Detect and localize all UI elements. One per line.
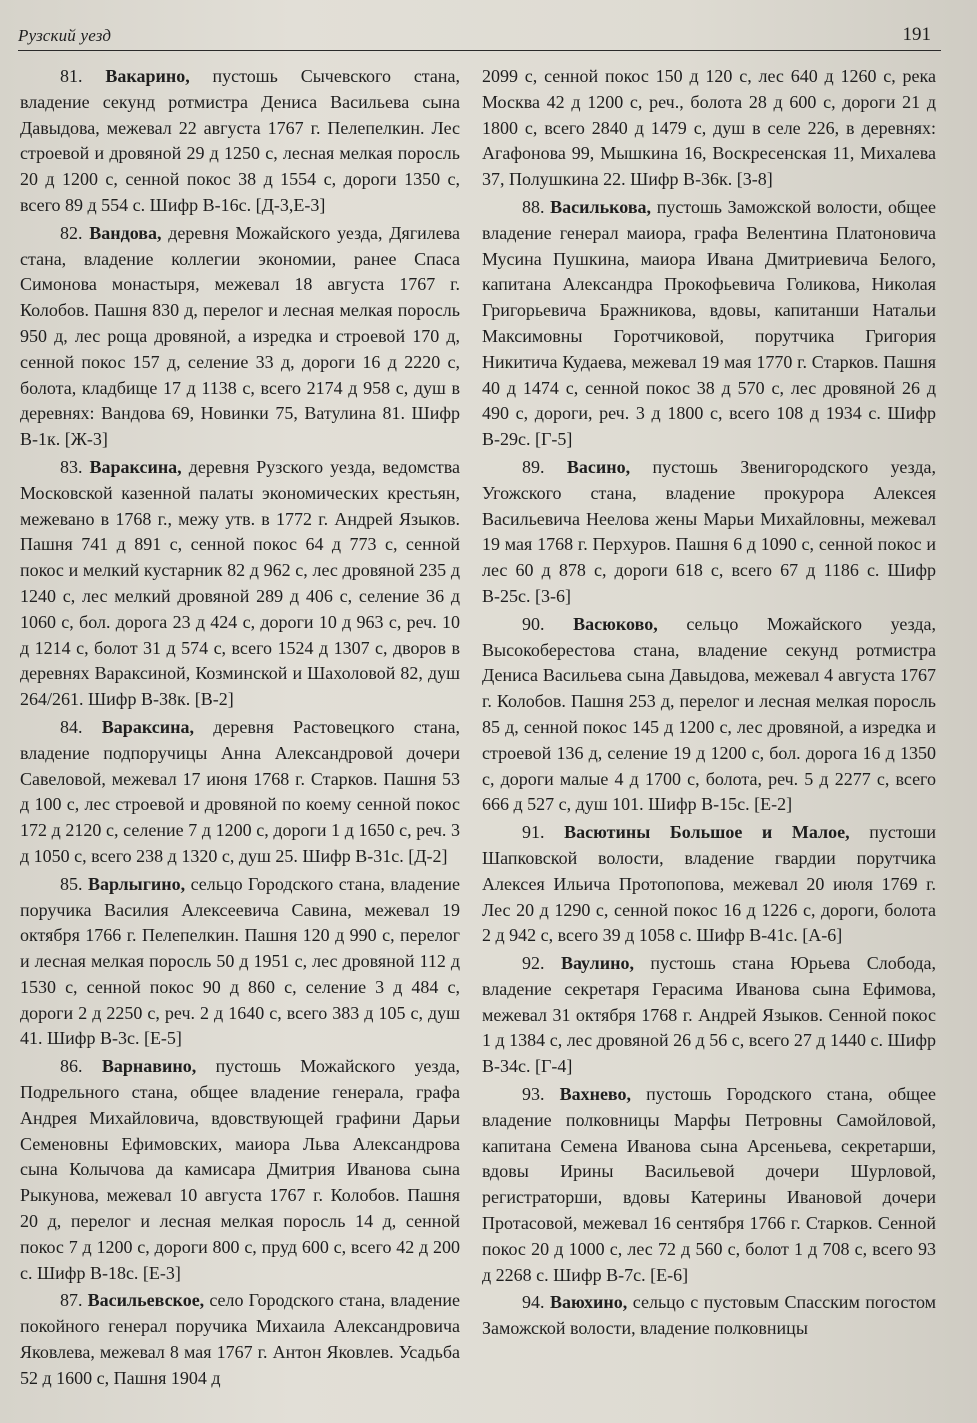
entry-number: 86.: [60, 1056, 83, 1077]
entry-number: 94.: [522, 1292, 545, 1313]
entry-91: [482, 820, 936, 949]
entry-name: Вараксина,: [101, 716, 194, 737]
entry-87: [20, 1288, 460, 1391]
entry-text: пустошь Заможской волости, общее владение генерал маиора, графа Велентина Платоновича Мусина Пушкина, маиора Ивана Дмитриевича Белого, капитана Александра Прокофьевича Голикова, Николая Григорьевича Бражникова, вдовы, капитанши Натальи Максимовны Горотчиковой, порутчика Григория Никитича Кудаева, межевал 19 мая 1770 г. Старков. Пашня 40 д 1474 с, сенной покос 38 д 570 с, лес дровяной 26 д 490 с, дороги, реч. 3 д 1800 с, всего 108 д 1934 с. Шифр В-29с. [Г-5]: [482, 196, 937, 450]
entry-92: [482, 951, 936, 1080]
entry-text: пустошь Сычевского стана, владение секунд ротмистра Дениса Васильева сына Давыдова, межевал 22 августа 1767 г. Пелепелкин. Лес строевой и дровяной 29 д 1250 с, лесная мелкая поросль 20 д 1200 с, сенной покос 38 д 1554 с, дороги 1350 с, всего 89 д 554 с. Шифр В-16с. [Д-3,Е-3]: [20, 66, 461, 215]
entry-94: [482, 1290, 936, 1342]
page-header: [18, 14, 941, 51]
left-column: [20, 64, 460, 1394]
page-number: 191: [902, 24, 931, 45]
entry-number: 90.: [522, 613, 545, 634]
entry-name: Варлыгино,: [87, 873, 186, 894]
entry-90: [482, 612, 936, 818]
entry-number: 91.: [522, 822, 545, 843]
entry-name: Васютины Большое и Малое,: [564, 822, 850, 843]
entry-name: Вакарино,: [105, 66, 190, 86]
entry-86: [20, 1054, 460, 1286]
entry-text: сельцо Можайского уезда, Высокоберестова стана, владение секунд ротмистра Дениса Васильева сына Давыдова, межевал 4 августа 1767 г. Колобов. Пашня 253 д, перелог и лесная мелкая поросль 85 д, сенной покос 145 д 1200 с, лес дровяной, а изредка и строевой 136 д, селение 19 д 1200 с, бол. дорога 16 д 1350 с, дороги малые 4 д 1700 с, болота, реч. 5 д 2277 с, всего 666 д 527 с, душ 101. Шифр В-15с. [Е-2]: [482, 613, 936, 815]
entry-number: 84.: [60, 716, 83, 737]
entry-number: 92.: [522, 953, 545, 974]
entry-number: 89.: [522, 456, 545, 477]
entry-number: 81.: [60, 66, 83, 86]
entry-93: [482, 1082, 936, 1288]
entry-text: пустошь Городского стана, общее владение полковницы Марфы Петровны Самойловой, капитана Семена Иванова сына Арсеньева, секретарши, вдовы Ирины Васильевой дочери Шурловой, регистраторши, вдовы Катерины Ивановой дочери Протасовой, межевал 16 сентября 1766 г. Старков. Сенной покос 20 д 1000 с, лес 72 д 560 с, болот 1 д 708 с, всего 93 д 2268 с. Шифр В-7с. [Е-6]: [482, 1084, 936, 1285]
entry-text: сельцо с пустовым Спасским погостом Заможской волости, владение полковницы: [482, 1292, 936, 1339]
entry-number: 83.: [60, 456, 83, 477]
running-head: Рузский уезд: [18, 26, 112, 45]
entry-82: [20, 221, 460, 453]
entry-number: 88.: [522, 196, 545, 217]
entry-number: 82.: [60, 222, 83, 243]
entry-83: [20, 455, 460, 713]
entry-text: сельцо Городского стана, владение поручика Василия Алексеевича Савина, межевал 19 октября 1766 г. Пелепелкин. Пашня 120 д 990 с, перелог и лесная мелкая поросль 50 д 1951 с, лес дровяной 112 д 1530 с, сенной покос 90 д 860 с, селение 3 д 484 с, дороги 2 д 2250 с, реч. 2 д 1640 с, всего 383 д 105 с, душ 41. Шифр В-3с. [Е-5]: [20, 873, 460, 1049]
entry-name: Вахнево,: [559, 1084, 632, 1105]
entry-name: Вараксина,: [89, 456, 182, 477]
entry-name: Варнавино,: [101, 1056, 197, 1077]
entry-text: пустошь Звенигородского уезда, Угожского стана, владение прокурора Алексея Васильевича Неелова жены Марьи Михайловны, межевал 19 мая 1768 г. Перхуров. Пашня 6 д 1090 с, сенной покос и лес 60 д 878 с, дороги 618 с, всего 67 д 1186 с. Шифр В-25с. [3-6]: [482, 456, 936, 606]
entry-name: Ваюхино,: [549, 1292, 628, 1313]
entry-text: пустошь стана Юрьева Слобода, владение секретаря Герасима Иванова сына Ефимова, межевал 31 октября 1768 г. Андрей Языков. Сенной покос 1 д 1384 с, лес дровяной 26 д 56 с, всего 27 д 1440 с. Шифр В-34с. [Г-4]: [482, 953, 937, 1077]
entry-name: Ваулино,: [560, 953, 634, 974]
entry-84: [20, 715, 460, 870]
entry-number: 85.: [60, 873, 83, 894]
entry-text: пустоши Шапковской волости, владение гвардии порутчика Алексея Ильича Протопопова, межевал 20 июля 1769 г. Лес 20 д 1290 с, сенной покос 16 д 1226 с, дороги, болота 2 д 942 с, всего 39 д 1058 с. Шифр В-41с. [А-6]: [482, 822, 937, 946]
entry-text: деревня Растовецкого стана, владение подпоручицы Анна Александровой дочери Савеловой, межевал 17 июня 1768 г. Старков. Пашня 53 д 100 с, лес строевой и дровяной по коему сенной покос 172 д 2120 с, селение 7 д 1200 с, дороги 1 д 1650 с, реч. 3 д 1050 с, всего 238 д 1320 с, душ 25. Шифр В-31с. [Д-2]: [20, 716, 460, 866]
entry-text: село Городского стана, владение покойного генерал поручика Михаила Александровича Яковлева, межевал 8 мая 1767 г. Антон Яковлев. Усадьба 52 д 1600 с, Пашня 1904 д: [20, 1290, 460, 1388]
entry-name: Васино,: [566, 456, 631, 477]
entry-87-continued: [482, 64, 936, 193]
entry-name: Вандова,: [89, 222, 162, 243]
right-column: [482, 64, 936, 1344]
entry-85: [20, 872, 460, 1053]
entry-text: деревня Можайского уезда, Дягилева стана, владение коллегии экономии, ранее Спаса Симонова монастыря, межевал 18 августа 1767 г. Колобов. Пашня 830 д, перелог и лесная мелкая поросль 950 д, лес роща дровяной, а изредка и строевой 170 д, сенной покос 157 д, селение 33 д, дороги 16 д 2220 с, болота, кладбище 17 д 1138 с, всего 2174 д 958 с, душ в деревнях: Вандова 69, Новинки 75, Ватулина 81. Шифр В-1к. [Ж-3]: [20, 222, 461, 450]
entry-text: пустошь Можайского уезда, Подрельного стана, общее владение генерала, графа Андрея Михайловича, вдовствующей графини Дарьи Семеновны Ефимовских, маиора Льва Александрова сына Колычова да камисара Дмитрия Иванова сына Рыкунова, межевал 10 августа 1767 г. Колобов. Пашня 20 д, перелог и лесная мелкая поросль 14 д, сенной покос 7 д 1200 с, дороги 800 с, пруд 600 с, всего 42 д 200 с. Шифр В-18с. [Е-3]: [20, 1056, 460, 1283]
entry-89: [482, 455, 936, 610]
entry-text: 2099 с, сенной покос 150 д 120 с, лес 640 д 1260 с, река Москва 42 д 1200 с, реч., болота 28 д 600 с, дороги 21 д 1800 с, всего 2840 д 1479 с, душ в селе 226, в деревнях: Агафонова 99, Мышкина 16, Воскресенская 11, Михалева 37, Полушкина 22. Шифр В-36к. [3-8]: [482, 66, 936, 190]
entry-number: 93.: [522, 1084, 545, 1105]
entry-number: 87.: [60, 1290, 83, 1311]
entry-81: [20, 64, 460, 219]
entry-name: Васюково,: [573, 613, 658, 634]
entry-text: деревня Рузского уезда, ведомства Московской казенной палаты экономических крестьян, межевано в 1768 г., межу утв. в 1772 г. Андрей Языков. Пашня 741 д 891 с, сенной покос 64 д 773 с, сенной покос и мелкий кустарник 82 д 962 с, лес дровяной 235 д 1240 с, лес мелкий дровяной 289 д 406 с, селение 36 д 1060 с, бол. дорога 23 д 424 с, дороги 10 д 963 с, реч. 10 д 1214 с, болот 31 д 574 с, всего 1524 д 1307 с, дворов в деревнях Вараксиной, Козминской и Шахоловой 82, душ 264/261. Шифр В-38к. [В-2]: [20, 456, 460, 710]
entry-88: [482, 195, 936, 453]
entry-name: Васильевское,: [87, 1290, 205, 1311]
entry-name: Василькова,: [550, 196, 652, 217]
